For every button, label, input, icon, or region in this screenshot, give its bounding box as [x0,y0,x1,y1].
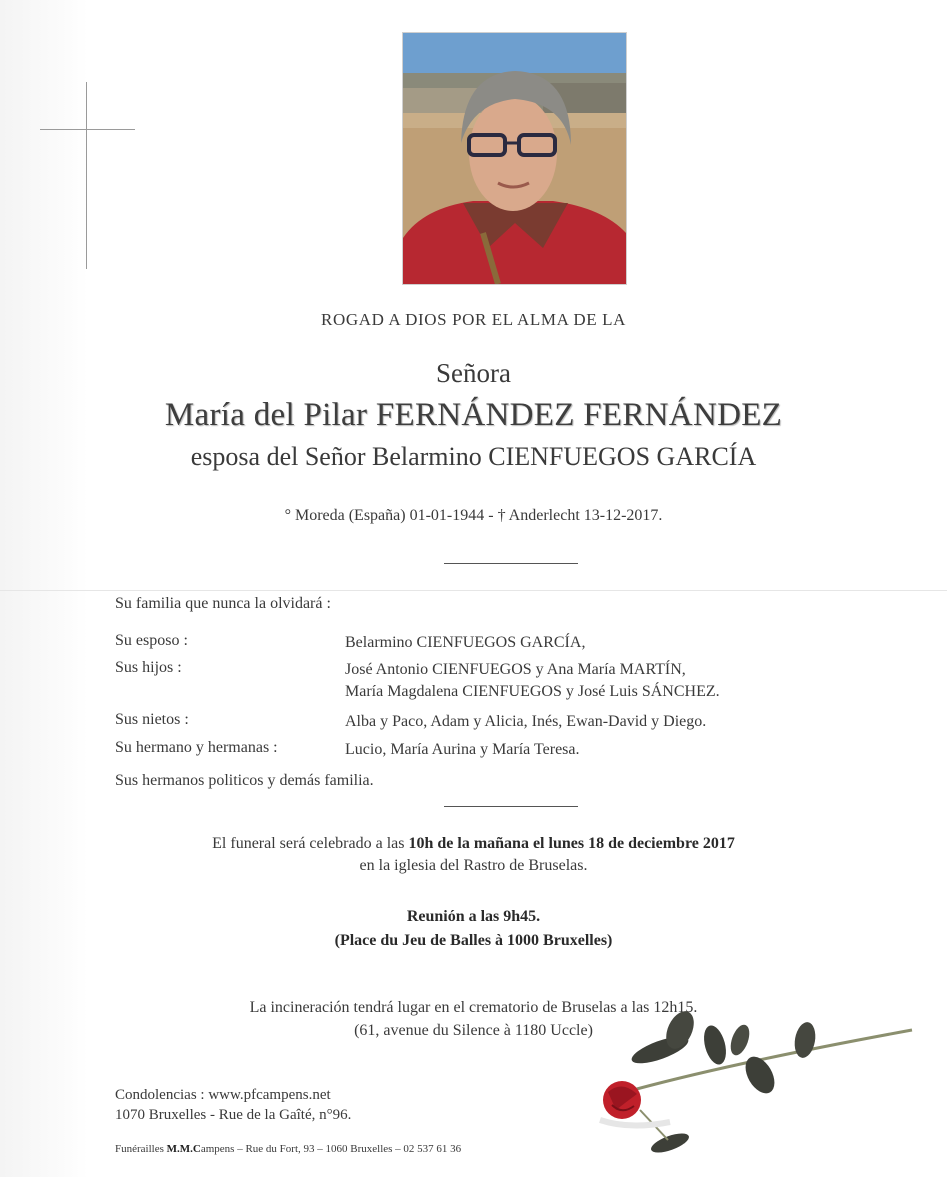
family-names: María Magdalena CIENFUEGOS y José Luis SÁNCHEZ. [345,683,720,700]
contact-info [115,1085,351,1125]
family-label: Su hermano y hermanas : [115,739,278,756]
condolences-line: Condolencias : www.pfcampens.net [115,1087,331,1103]
portrait-photo [402,32,627,285]
family-names: José Antonio CIENFUEGOS y Ana María MARTÍN, [345,661,686,678]
footer-rest: ampens – Rue du Fort, 93 – 1060 Bruxelles – 02 537 61 36 [200,1143,462,1155]
footer-prefix: Funérailles [115,1143,167,1155]
reunion-time: Reunión a las 9h45. [406,908,541,925]
funeral-info [0,833,947,877]
birth-death-dates: ° Moreda (España) 01-01-1944 - † Anderlecht 13-12-2017. [284,507,663,524]
paper-fold-line [0,590,947,591]
spouse-line: esposa del Señor Belarmino CIENFUEGOS GARCÍA [190,442,757,471]
family-names: Belarmino CIENFUEGOS GARCÍA, [345,634,586,651]
family-intro: Su familia que nunca la olvidará : [115,595,331,612]
reunion-info [0,905,947,953]
family-label: Su esposo : [115,632,188,649]
address-line: 1070 Bruxelles - Rue de la Gaîté, n°96. [115,1107,352,1123]
family-label: Sus nietos : [115,711,189,728]
deceased-name: María del Pilar FERNÁNDEZ FERNÁNDEZ [164,397,783,433]
funeral-where: en la iglesia del Rastro de Bruselas. [359,857,588,874]
title-senora: Señora [436,358,511,388]
reunion-place: (Place du Jeu de Balles à 1000 Bruxelles) [334,932,613,949]
cremation-text: La incineración tendrá lugar en el crematorio de Bruselas a las 12h15. [249,999,698,1016]
divider-top [444,563,578,564]
funeral-prefix: El funeral será celebrado a las [212,835,409,852]
family-others: Sus hermanos politicos y demás familia. [115,772,374,789]
rose-icon [560,1010,930,1170]
family-names: Alba y Paco, Adam y Alicia, Inés, Ewan-David y Diego. [345,713,707,730]
cross-icon [40,82,135,269]
cremation-place: (61, avenue du Silence à 1180 Uccle) [354,1022,593,1039]
footer-brand: M.M.C [166,1143,201,1155]
divider-middle [444,806,578,807]
rogad-heading: ROGAD A DIOS POR EL ALMA DE LA [321,310,626,329]
footer [115,1143,461,1155]
funeral-when: 10h de la mañana el lunes 18 de deciembre 2017 [408,835,735,852]
family-names: Lucio, María Aurina y María Teresa. [345,741,580,758]
family-label: Sus hijos : [115,659,182,676]
